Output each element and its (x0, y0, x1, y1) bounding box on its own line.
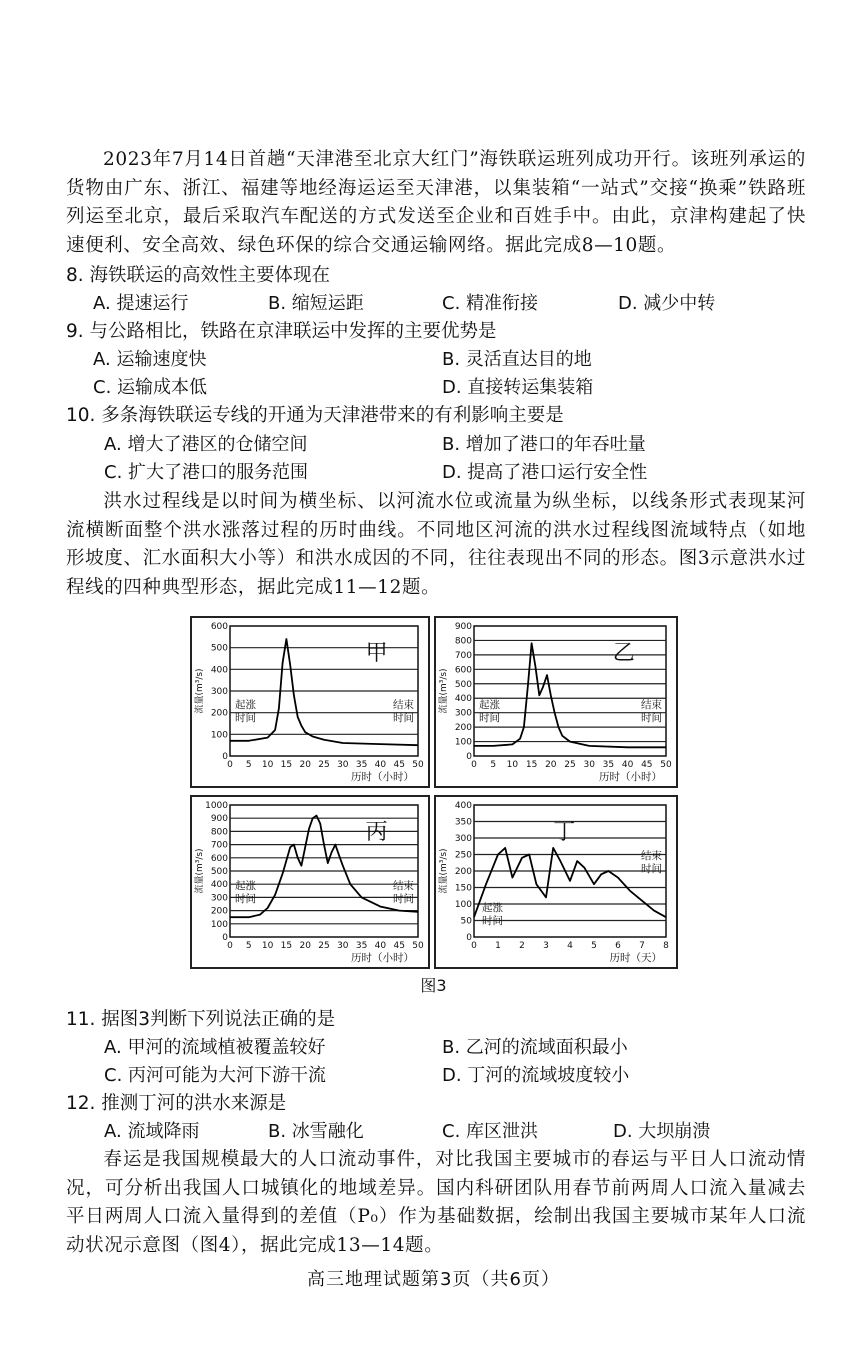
chart-bing (190, 795, 430, 969)
y-tick-label: 250 (454, 850, 472, 861)
q9-option-b[interactable]: B. 灵活直达目的地 (442, 349, 592, 370)
x-tick-label: 45 (641, 760, 653, 770)
y-axis-label: 流量(m³/s) (439, 668, 449, 714)
chart-ding (434, 795, 678, 969)
q8-option-c[interactable]: C. 精准衔接 (442, 293, 539, 314)
x-tick-label: 40 (374, 941, 387, 951)
y-tick-label: 200 (454, 723, 472, 734)
question-11-stem: 11. 据图3判断下列说法正确的是 (66, 1009, 336, 1030)
q9-option-a[interactable]: A. 运输速度快 (93, 349, 207, 370)
y-tick-label: 700 (454, 650, 472, 661)
end-time-label: 时间 (393, 893, 414, 905)
x-tick-label: 30 (583, 760, 595, 770)
x-tick-label: 50 (412, 760, 424, 770)
x-tick-label: 45 (393, 760, 405, 770)
hydrograph-line (474, 643, 666, 747)
y-tick-label: 800 (454, 636, 472, 647)
y-axis-label: 流量(m³/s) (439, 848, 449, 894)
y-tick-label: 600 (210, 853, 228, 864)
end-time-label: 结束 (641, 850, 662, 862)
end-time-label: 时间 (641, 712, 662, 724)
end-time-label: 结束 (393, 880, 414, 892)
x-tick-label: 15 (280, 941, 293, 951)
end-time-label: 时间 (393, 712, 414, 724)
x-tick-label: 15 (280, 760, 293, 770)
q10-option-a[interactable]: A. 增大了港区的仓储空间 (104, 434, 308, 455)
x-axis-label: 历时（小时） (351, 952, 414, 964)
x-tick-label: 7 (639, 941, 645, 951)
y-tick-label: 900 (210, 814, 228, 825)
start-time-label: 时间 (479, 712, 500, 724)
y-axis-label: 流量(m³/s) (195, 668, 205, 714)
y-tick-label: 0 (466, 933, 472, 943)
y-tick-label: 500 (454, 679, 472, 690)
y-tick-label: 50 (460, 916, 472, 927)
chart-ding-svg (436, 797, 676, 967)
start-time-label: 起涨 (482, 902, 503, 914)
x-tick-label: 6 (615, 941, 621, 951)
y-tick-label: 100 (210, 919, 228, 930)
y-tick-label: 600 (210, 622, 228, 632)
start-time-label: 时间 (235, 712, 256, 724)
start-time-label: 起涨 (235, 699, 256, 711)
passage-spring-festival: 春运是我国规模最大的人口流动事件，对比我国主要城市的春运与平日人口流动情况，可分析出我国人口城镇化的地域差异。国内科研团队用春节前两周人口流入量减去平日两周人口流入量得到的差值（P₀）作为基础数据，绘制出我国主要城市某年人口流动状况示意图（图4），据此完成13—14题。 (66, 1149, 806, 1256)
y-tick-label: 150 (454, 883, 472, 894)
q8-option-d[interactable]: D. 减少中转 (618, 293, 716, 314)
q9-option-d[interactable]: D. 直接转运集装箱 (442, 377, 594, 398)
x-tick-label: 35 (355, 941, 368, 951)
q10-option-b[interactable]: B. 增加了港口的年吞吐量 (442, 434, 646, 455)
question-9-stem: 9. 与公路相比，铁路在京津联运中发挥的主要优势是 (66, 321, 497, 342)
x-tick-label: 25 (318, 941, 330, 951)
y-tick-label: 0 (222, 933, 228, 943)
chart-yi-svg (436, 618, 676, 786)
x-tick-label: 0 (227, 941, 233, 951)
hydrograph-line (230, 639, 418, 745)
x-tick-label: 50 (660, 760, 672, 770)
q10-option-c[interactable]: C. 扩大了港口的服务范围 (104, 462, 309, 483)
x-tick-label: 20 (299, 760, 311, 770)
q12-option-c[interactable]: C. 库区泄洪 (442, 1121, 539, 1142)
x-tick-label: 40 (621, 760, 634, 770)
y-tick-label: 350 (454, 817, 472, 828)
end-time-label: 结束 (641, 699, 662, 711)
x-tick-label: 35 (355, 760, 368, 770)
plot-frame (474, 626, 666, 756)
x-tick-label: 10 (261, 760, 274, 770)
x-tick-label: 45 (393, 941, 405, 951)
x-tick-label: 15 (525, 760, 538, 770)
passage-flood-hydrograph: 洪水过程线是以时间为横坐标、以河流水位或流量为纵坐标，以线条形式表现某河流横断面整个洪水涨落过程的历时曲线。不同地区河流的洪水过程线图流域特点（如地形坡度、汇水面积大小等）和洪水成因的不同，往往表现出不同的形态。图3示意洪水过程线的四种典型形态，据此完成11—12题。 (66, 491, 806, 598)
question-8-stem: 8. 海铁联运的高效性主要体现在 (66, 265, 331, 286)
x-tick-label: 5 (591, 941, 597, 951)
panel-title: 乙 (612, 641, 635, 666)
start-time-label: 时间 (235, 893, 256, 905)
x-tick-label: 5 (490, 760, 497, 770)
x-tick-label: 5 (245, 941, 252, 951)
y-axis-label: 流量(m³/s) (195, 848, 205, 894)
x-tick-label: 25 (564, 760, 576, 770)
x-tick-label: 5 (245, 760, 252, 770)
q9-option-c[interactable]: C. 运输成本低 (93, 377, 208, 398)
x-tick-label: 8 (663, 941, 669, 951)
q12-option-b[interactable]: B. 冰雪融化 (268, 1121, 364, 1142)
start-time-label: 起涨 (235, 880, 256, 892)
y-tick-label: 0 (466, 752, 472, 762)
end-time-label: 时间 (641, 863, 662, 875)
q12-option-d[interactable]: D. 大坝崩溃 (613, 1121, 711, 1142)
chart-bing-svg (192, 797, 428, 967)
x-tick-label: 0 (227, 760, 233, 770)
chart-jia-svg (192, 618, 428, 786)
q11-option-d[interactable]: D. 丁河的流域坡度较小 (442, 1065, 630, 1086)
x-axis-label: 历时（小时） (599, 771, 662, 783)
y-tick-label: 300 (454, 834, 472, 844)
x-tick-label: 35 (602, 760, 615, 770)
x-axis-label: 历时（天） (609, 952, 662, 964)
x-tick-label: 1 (495, 941, 501, 951)
figure-3-caption: 图3 (420, 976, 447, 995)
y-tick-label: 200 (454, 867, 472, 877)
panel-title: 丙 (365, 820, 388, 845)
y-tick-label: 400 (210, 665, 228, 676)
y-tick-label: 900 (454, 622, 472, 632)
x-tick-label: 10 (506, 760, 519, 770)
passage-haitie: 2023年7月14日首趟“天津港至北京大红门”海铁联运班列成功开行。该班列承运的货物由广东、浙江、福建等地经海运运至天津港，以集装箱“一站式”交接“换乘”铁路班列运至北京，最后采取汽车配送的方式发送至企业和百姓手中。由此，京津构建起了快速便利、安全高效、绿色环保的综合交通运输网络。据此完成8—10题。 (66, 149, 806, 256)
question-12-stem: 12. 推测丁河的洪水来源是 (66, 1093, 287, 1114)
y-tick-label: 500 (210, 867, 228, 877)
y-tick-label: 300 (210, 893, 228, 904)
panel-title: 甲 (365, 641, 388, 666)
x-tick-label: 0 (471, 941, 477, 951)
question-10-stem: 10. 多条海铁联运专线的开通为天津港带来的有利影响主要是 (66, 405, 564, 426)
y-tick-label: 400 (454, 694, 472, 705)
y-tick-label: 700 (210, 840, 228, 851)
q8-option-a[interactable]: A. 提速运行 (93, 293, 189, 314)
y-tick-label: 100 (210, 730, 228, 741)
x-axis-label: 历时（小时） (351, 771, 414, 783)
y-tick-label: 300 (454, 708, 472, 719)
x-tick-label: 30 (337, 941, 349, 951)
y-tick-label: 0 (222, 752, 228, 762)
x-tick-label: 0 (471, 760, 477, 770)
chart-yi (434, 616, 678, 788)
y-tick-label: 600 (454, 665, 472, 676)
x-tick-label: 2 (519, 941, 525, 951)
x-tick-label: 50 (412, 941, 424, 951)
y-tick-label: 400 (454, 801, 472, 811)
page-footer: 高三地理试题第3页（共6页） (307, 1269, 560, 1290)
start-time-label: 时间 (482, 915, 503, 927)
y-tick-label: 800 (210, 827, 228, 838)
q11-option-c[interactable]: C. 丙河可能为大河下游干流 (104, 1065, 327, 1086)
y-tick-label: 500 (210, 643, 228, 654)
x-tick-label: 20 (545, 760, 557, 770)
x-tick-label: 10 (261, 941, 274, 951)
y-tick-label: 400 (210, 880, 228, 891)
q8-option-b[interactable]: B. 缩短运距 (268, 293, 364, 314)
x-tick-label: 3 (543, 941, 549, 951)
q11-option-b[interactable]: B. 乙河的流域面积最小 (442, 1037, 628, 1058)
y-tick-label: 200 (210, 708, 228, 719)
end-time-label: 结束 (393, 699, 414, 711)
panel-title: 丁 (553, 820, 576, 845)
y-tick-label: 100 (454, 900, 472, 910)
y-tick-label: 300 (210, 687, 228, 697)
x-tick-label: 40 (374, 760, 387, 770)
q11-option-a[interactable]: A. 甲河的流域植被覆盖较好 (104, 1037, 326, 1058)
q12-option-a[interactable]: A. 流域降雨 (104, 1121, 200, 1142)
y-tick-label: 1000 (205, 801, 228, 811)
x-tick-label: 20 (299, 941, 311, 951)
chart-jia (190, 616, 430, 788)
y-tick-label: 200 (210, 906, 228, 917)
x-tick-label: 30 (337, 760, 349, 770)
start-time-label: 起涨 (479, 699, 500, 711)
x-tick-label: 4 (567, 941, 573, 951)
y-tick-label: 100 (454, 737, 472, 748)
q10-option-d[interactable]: D. 提高了港口运行安全性 (442, 462, 648, 483)
x-tick-label: 25 (318, 760, 330, 770)
